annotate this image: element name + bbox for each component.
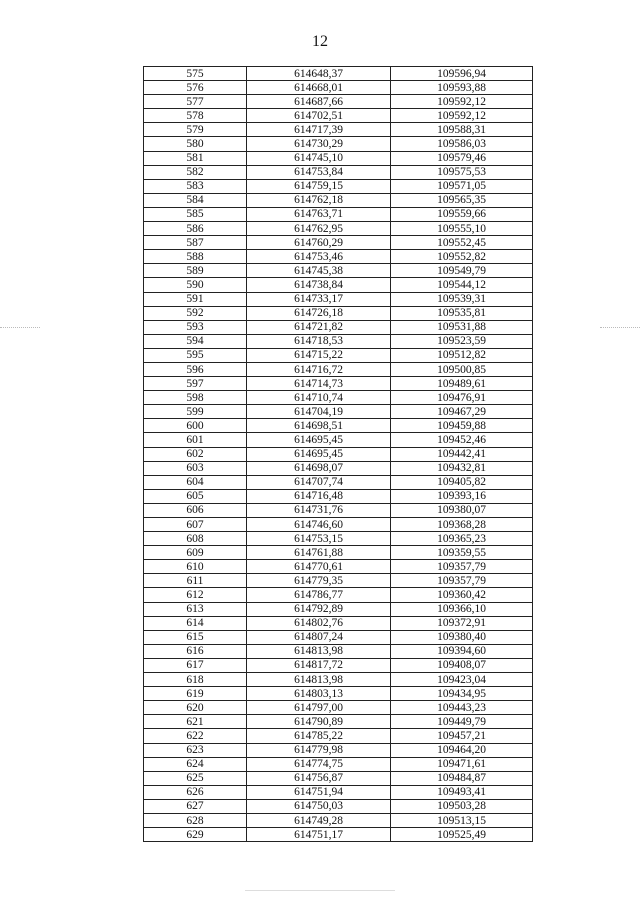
point-number-cell: 627 xyxy=(144,799,247,813)
y-coordinate-cell: 109408,07 xyxy=(391,658,533,672)
y-coordinate-cell: 109449,79 xyxy=(391,715,533,729)
point-number-cell: 622 xyxy=(144,729,247,743)
y-coordinate-cell: 109500,85 xyxy=(391,362,533,376)
point-number-cell: 628 xyxy=(144,813,247,827)
y-coordinate-cell: 109552,82 xyxy=(391,250,533,264)
y-coordinate-cell: 109471,61 xyxy=(391,757,533,771)
point-number-cell: 595 xyxy=(144,348,247,362)
y-coordinate-cell: 109476,91 xyxy=(391,391,533,405)
point-number-cell: 605 xyxy=(144,489,247,503)
table-row xyxy=(144,546,533,560)
y-coordinate-cell: 109457,21 xyxy=(391,729,533,743)
x-coordinate-cell: 614751,94 xyxy=(247,785,391,799)
x-coordinate-cell: 614714,73 xyxy=(247,377,391,391)
y-coordinate-cell: 109405,82 xyxy=(391,475,533,489)
y-coordinate-cell: 109503,28 xyxy=(391,799,533,813)
table-row xyxy=(144,532,533,546)
y-coordinate-cell: 109423,04 xyxy=(391,673,533,687)
y-coordinate-cell: 109493,41 xyxy=(391,785,533,799)
y-coordinate-cell: 109593,88 xyxy=(391,81,533,95)
point-number-cell: 626 xyxy=(144,785,247,799)
y-coordinate-cell: 109394,60 xyxy=(391,644,533,658)
table-row xyxy=(144,264,533,278)
x-coordinate-cell: 614774,75 xyxy=(247,757,391,771)
y-coordinate-cell: 109596,94 xyxy=(391,67,533,81)
table-row xyxy=(144,306,533,320)
y-coordinate-cell: 109592,12 xyxy=(391,109,533,123)
y-coordinate-cell: 109380,07 xyxy=(391,503,533,517)
point-number-cell: 589 xyxy=(144,264,247,278)
x-coordinate-cell: 614707,74 xyxy=(247,475,391,489)
y-coordinate-cell: 109539,31 xyxy=(391,292,533,306)
x-coordinate-cell: 614803,13 xyxy=(247,687,391,701)
point-number-cell: 603 xyxy=(144,461,247,475)
y-coordinate-cell: 109484,87 xyxy=(391,771,533,785)
x-coordinate-cell: 614760,29 xyxy=(247,236,391,250)
y-coordinate-cell: 109380,40 xyxy=(391,630,533,644)
table-row xyxy=(144,813,533,827)
point-number-cell: 609 xyxy=(144,546,247,560)
point-number-cell: 587 xyxy=(144,236,247,250)
point-number-cell: 614 xyxy=(144,616,247,630)
x-coordinate-cell: 614745,10 xyxy=(247,151,391,165)
y-coordinate-cell: 109555,10 xyxy=(391,222,533,236)
table-row xyxy=(144,137,533,151)
x-coordinate-cell: 614668,01 xyxy=(247,81,391,95)
point-number-cell: 592 xyxy=(144,306,247,320)
point-number-cell: 596 xyxy=(144,362,247,376)
point-number-cell: 599 xyxy=(144,405,247,419)
x-coordinate-cell: 614770,61 xyxy=(247,560,391,574)
point-number-cell: 586 xyxy=(144,222,247,236)
table-row xyxy=(144,222,533,236)
point-number-cell: 618 xyxy=(144,673,247,687)
table-row xyxy=(144,518,533,532)
x-coordinate-cell: 614698,51 xyxy=(247,419,391,433)
table-row xyxy=(144,67,533,81)
point-number-cell: 578 xyxy=(144,109,247,123)
x-coordinate-cell: 614702,51 xyxy=(247,109,391,123)
table-row xyxy=(144,616,533,630)
point-number-cell: 602 xyxy=(144,447,247,461)
table-row xyxy=(144,588,533,602)
y-coordinate-cell: 109452,46 xyxy=(391,433,533,447)
table-row xyxy=(144,320,533,334)
table-row xyxy=(144,461,533,475)
table-row xyxy=(144,673,533,687)
point-number-cell: 611 xyxy=(144,574,247,588)
table-row xyxy=(144,785,533,799)
table-row xyxy=(144,630,533,644)
table-row xyxy=(144,729,533,743)
table-row xyxy=(144,250,533,264)
table-row xyxy=(144,391,533,405)
point-number-cell: 594 xyxy=(144,334,247,348)
point-number-cell: 625 xyxy=(144,771,247,785)
x-coordinate-cell: 614753,46 xyxy=(247,250,391,264)
x-coordinate-cell: 614762,95 xyxy=(247,222,391,236)
y-coordinate-cell: 109459,88 xyxy=(391,419,533,433)
y-coordinate-cell: 109512,82 xyxy=(391,348,533,362)
table-row xyxy=(144,348,533,362)
x-coordinate-cell: 614817,72 xyxy=(247,658,391,672)
point-number-cell: 583 xyxy=(144,179,247,193)
x-coordinate-cell: 614753,15 xyxy=(247,532,391,546)
point-number-cell: 577 xyxy=(144,95,247,109)
table-row xyxy=(144,292,533,306)
table-row xyxy=(144,602,533,616)
point-number-cell: 585 xyxy=(144,207,247,221)
x-coordinate-cell: 614761,88 xyxy=(247,546,391,560)
point-number-cell: 616 xyxy=(144,644,247,658)
table-row xyxy=(144,743,533,757)
table-row xyxy=(144,377,533,391)
point-number-cell: 582 xyxy=(144,165,247,179)
point-number-cell: 617 xyxy=(144,658,247,672)
x-coordinate-cell: 614716,48 xyxy=(247,489,391,503)
table-row xyxy=(144,362,533,376)
table-row xyxy=(144,433,533,447)
y-coordinate-cell: 109357,79 xyxy=(391,560,533,574)
x-coordinate-cell: 614715,22 xyxy=(247,348,391,362)
x-coordinate-cell: 614687,66 xyxy=(247,95,391,109)
x-coordinate-cell: 614792,89 xyxy=(247,602,391,616)
table-row xyxy=(144,715,533,729)
y-coordinate-cell: 109525,49 xyxy=(391,828,533,842)
point-number-cell: 598 xyxy=(144,391,247,405)
y-coordinate-cell: 109588,31 xyxy=(391,123,533,137)
y-coordinate-cell: 109357,79 xyxy=(391,574,533,588)
x-coordinate-cell: 614733,17 xyxy=(247,292,391,306)
x-coordinate-cell: 614762,18 xyxy=(247,193,391,207)
x-coordinate-cell: 614756,87 xyxy=(247,771,391,785)
x-coordinate-cell: 614786,77 xyxy=(247,588,391,602)
point-number-cell: 597 xyxy=(144,377,247,391)
y-coordinate-cell: 109531,88 xyxy=(391,320,533,334)
y-coordinate-cell: 109565,35 xyxy=(391,193,533,207)
table-row xyxy=(144,109,533,123)
point-number-cell: 621 xyxy=(144,715,247,729)
table-row xyxy=(144,687,533,701)
x-coordinate-cell: 614749,28 xyxy=(247,813,391,827)
table-row xyxy=(144,489,533,503)
table-row xyxy=(144,828,533,842)
x-coordinate-cell: 614698,07 xyxy=(247,461,391,475)
y-coordinate-cell: 109432,81 xyxy=(391,461,533,475)
table-row xyxy=(144,123,533,137)
y-coordinate-cell: 109559,66 xyxy=(391,207,533,221)
margin-dots-right xyxy=(600,327,640,329)
y-coordinate-cell: 109360,42 xyxy=(391,588,533,602)
point-number-cell: 591 xyxy=(144,292,247,306)
point-number-cell: 629 xyxy=(144,828,247,842)
x-coordinate-cell: 614745,38 xyxy=(247,264,391,278)
table-row xyxy=(144,419,533,433)
table-row xyxy=(144,503,533,517)
point-number-cell: 579 xyxy=(144,123,247,137)
y-coordinate-cell: 109442,41 xyxy=(391,447,533,461)
y-coordinate-cell: 109571,05 xyxy=(391,179,533,193)
x-coordinate-cell: 614710,74 xyxy=(247,391,391,405)
point-number-cell: 576 xyxy=(144,81,247,95)
table-row xyxy=(144,95,533,109)
x-coordinate-cell: 614802,76 xyxy=(247,616,391,630)
table-row xyxy=(144,644,533,658)
table-row xyxy=(144,193,533,207)
y-coordinate-cell: 109443,23 xyxy=(391,701,533,715)
y-coordinate-cell: 109365,23 xyxy=(391,532,533,546)
point-number-cell: 604 xyxy=(144,475,247,489)
x-coordinate-cell: 614716,72 xyxy=(247,362,391,376)
table-row xyxy=(144,334,533,348)
y-coordinate-cell: 109523,59 xyxy=(391,334,533,348)
x-coordinate-cell: 614731,76 xyxy=(247,503,391,517)
x-coordinate-cell: 614750,03 xyxy=(247,799,391,813)
x-coordinate-cell: 614813,98 xyxy=(247,644,391,658)
table-row xyxy=(144,81,533,95)
point-number-cell: 600 xyxy=(144,419,247,433)
x-coordinate-cell: 614763,71 xyxy=(247,207,391,221)
x-coordinate-cell: 614718,53 xyxy=(247,334,391,348)
x-coordinate-cell: 614785,22 xyxy=(247,729,391,743)
x-coordinate-cell: 614746,60 xyxy=(247,518,391,532)
y-coordinate-cell: 109489,61 xyxy=(391,377,533,391)
point-number-cell: 606 xyxy=(144,503,247,517)
y-coordinate-cell: 109535,81 xyxy=(391,306,533,320)
point-number-cell: 581 xyxy=(144,151,247,165)
y-coordinate-cell: 109467,29 xyxy=(391,405,533,419)
y-coordinate-cell: 109552,45 xyxy=(391,236,533,250)
point-number-cell: 590 xyxy=(144,278,247,292)
y-coordinate-cell: 109368,28 xyxy=(391,518,533,532)
table-row xyxy=(144,475,533,489)
table-row xyxy=(144,701,533,715)
y-coordinate-cell: 109359,55 xyxy=(391,546,533,560)
y-coordinate-cell: 109544,12 xyxy=(391,278,533,292)
point-number-cell: 584 xyxy=(144,193,247,207)
y-coordinate-cell: 109586,03 xyxy=(391,137,533,151)
y-coordinate-cell: 109372,91 xyxy=(391,616,533,630)
point-number-cell: 613 xyxy=(144,602,247,616)
x-coordinate-cell: 614738,84 xyxy=(247,278,391,292)
y-coordinate-cell: 109575,53 xyxy=(391,165,533,179)
coordinates-table xyxy=(143,66,533,842)
x-coordinate-cell: 614730,29 xyxy=(247,137,391,151)
x-coordinate-cell: 614779,98 xyxy=(247,743,391,757)
table-row xyxy=(144,207,533,221)
table-row xyxy=(144,165,533,179)
table-row xyxy=(144,771,533,785)
coordinates-table-body xyxy=(144,67,533,842)
y-coordinate-cell: 109393,16 xyxy=(391,489,533,503)
point-number-cell: 615 xyxy=(144,630,247,644)
x-coordinate-cell: 614790,89 xyxy=(247,715,391,729)
x-coordinate-cell: 614704,19 xyxy=(247,405,391,419)
point-number-cell: 624 xyxy=(144,757,247,771)
point-number-cell: 580 xyxy=(144,137,247,151)
table-row xyxy=(144,236,533,250)
point-number-cell: 575 xyxy=(144,67,247,81)
table-row xyxy=(144,151,533,165)
x-coordinate-cell: 614813,98 xyxy=(247,673,391,687)
table-row xyxy=(144,179,533,193)
y-coordinate-cell: 109434,95 xyxy=(391,687,533,701)
x-coordinate-cell: 614779,35 xyxy=(247,574,391,588)
x-coordinate-cell: 614753,84 xyxy=(247,165,391,179)
point-number-cell: 608 xyxy=(144,532,247,546)
y-coordinate-cell: 109592,12 xyxy=(391,95,533,109)
table-row xyxy=(144,658,533,672)
y-coordinate-cell: 109366,10 xyxy=(391,602,533,616)
y-coordinate-cell: 109513,15 xyxy=(391,813,533,827)
margin-dots-left xyxy=(0,327,40,329)
point-number-cell: 593 xyxy=(144,320,247,334)
point-number-cell: 619 xyxy=(144,687,247,701)
point-number-cell: 607 xyxy=(144,518,247,532)
point-number-cell: 612 xyxy=(144,588,247,602)
x-coordinate-cell: 614726,18 xyxy=(247,306,391,320)
table-row xyxy=(144,447,533,461)
bottom-rule xyxy=(245,890,395,891)
point-number-cell: 610 xyxy=(144,560,247,574)
point-number-cell: 620 xyxy=(144,701,247,715)
x-coordinate-cell: 614797,00 xyxy=(247,701,391,715)
table-row xyxy=(144,757,533,771)
x-coordinate-cell: 614695,45 xyxy=(247,447,391,461)
page-number: 12 xyxy=(312,33,328,50)
x-coordinate-cell: 614717,39 xyxy=(247,123,391,137)
point-number-cell: 623 xyxy=(144,743,247,757)
point-number-cell: 588 xyxy=(144,250,247,264)
table-row xyxy=(144,278,533,292)
x-coordinate-cell: 614751,17 xyxy=(247,828,391,842)
x-coordinate-cell: 614759,15 xyxy=(247,179,391,193)
table-row xyxy=(144,405,533,419)
table-row xyxy=(144,560,533,574)
x-coordinate-cell: 614648,37 xyxy=(247,67,391,81)
table-row xyxy=(144,799,533,813)
y-coordinate-cell: 109549,79 xyxy=(391,264,533,278)
table-row xyxy=(144,574,533,588)
x-coordinate-cell: 614721,82 xyxy=(247,320,391,334)
y-coordinate-cell: 109579,46 xyxy=(391,151,533,165)
x-coordinate-cell: 614695,45 xyxy=(247,433,391,447)
x-coordinate-cell: 614807,24 xyxy=(247,630,391,644)
point-number-cell: 601 xyxy=(144,433,247,447)
y-coordinate-cell: 109464,20 xyxy=(391,743,533,757)
